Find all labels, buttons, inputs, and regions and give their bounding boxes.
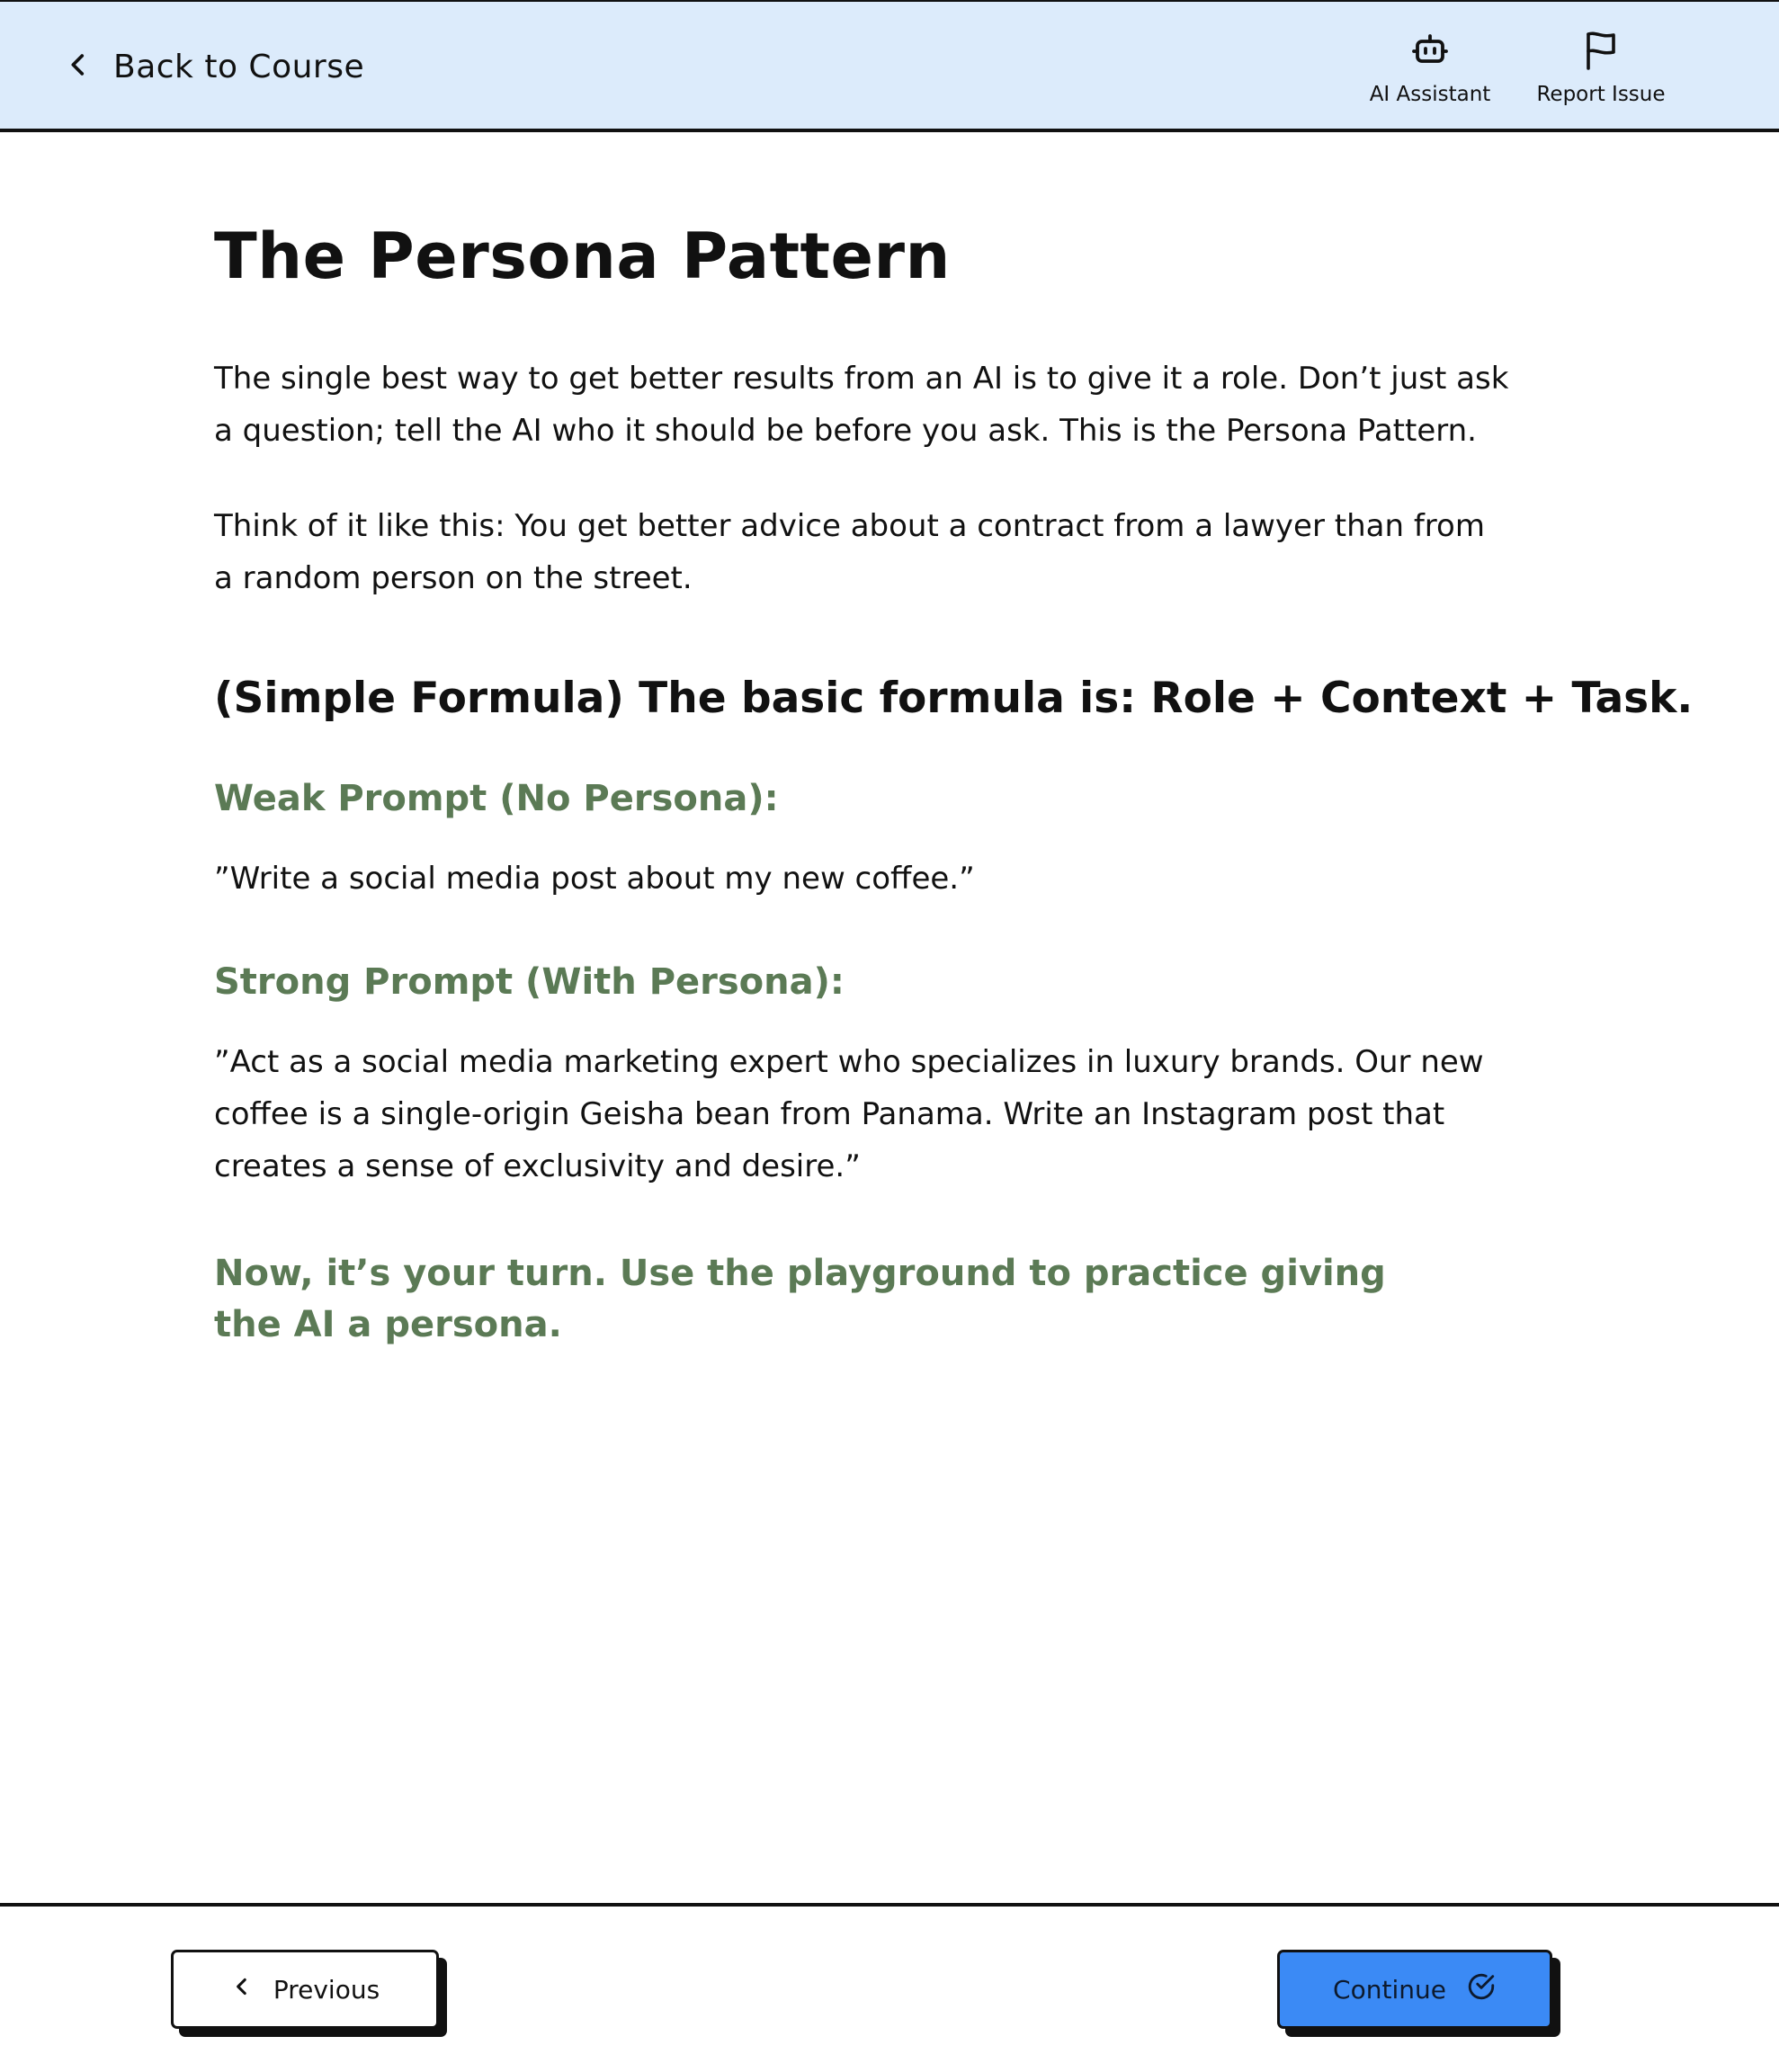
weak-prompt-heading: Weak Prompt (No Persona):: [214, 778, 779, 819]
ai-assistant-label: AI Assistant: [1369, 83, 1491, 106]
strong-prompt-example: ”Act as a social media marketing expert who specializes in luxury brands. Our new coffee is a single-origin Geisha bean from Panama. Write an Instagram post that creates a sense of exclusivity and desire.”: [214, 1044, 1484, 1184]
report-issue-button[interactable]: [1529, 29, 1673, 106]
ai-assistant-button[interactable]: [1367, 29, 1493, 106]
footer-divider: [0, 1903, 1779, 1907]
page-title: The Persona Pattern: [214, 219, 951, 293]
flag-icon: [1579, 29, 1623, 76]
back-to-course-link[interactable]: [63, 41, 364, 92]
continue-label: Continue: [1333, 1974, 1446, 2005]
intro-paragraph: The single best way to get better results from an AI is to give it a role. Don’t just ask a question; tell the AI who it should be before you ask. This is the Persona Pattern.: [214, 361, 1509, 449]
check-circle-icon: [1466, 1971, 1497, 2008]
robot-icon: [1408, 29, 1452, 76]
previous-label: Previous: [273, 1974, 380, 2005]
previous-button[interactable]: [171, 1950, 439, 2029]
chevron-left-icon: [230, 1975, 254, 2005]
report-issue-label: Report Issue: [1536, 83, 1666, 106]
continue-button[interactable]: [1277, 1950, 1552, 2029]
back-to-course-label: Back to Course: [113, 48, 365, 85]
strong-prompt-heading: Strong Prompt (With Persona):: [214, 961, 845, 1003]
top-header: [0, 0, 1779, 132]
call-to-action-text: Now, it’s your turn. Use the playground to practice giving the AI a persona.: [214, 1253, 1386, 1345]
lesson-content: [214, 198, 1694, 1351]
formula-heading: (Simple Formula) The basic formula is: Role + Context + Task.: [214, 674, 1694, 723]
analogy-paragraph: Think of it like this: You get better advice about a contract from a lawyer than from a random person on the street.: [214, 508, 1485, 596]
chevron-left-icon: [63, 49, 94, 84]
weak-prompt-example: ”Write a social media post about my new coffee.”: [214, 861, 975, 897]
